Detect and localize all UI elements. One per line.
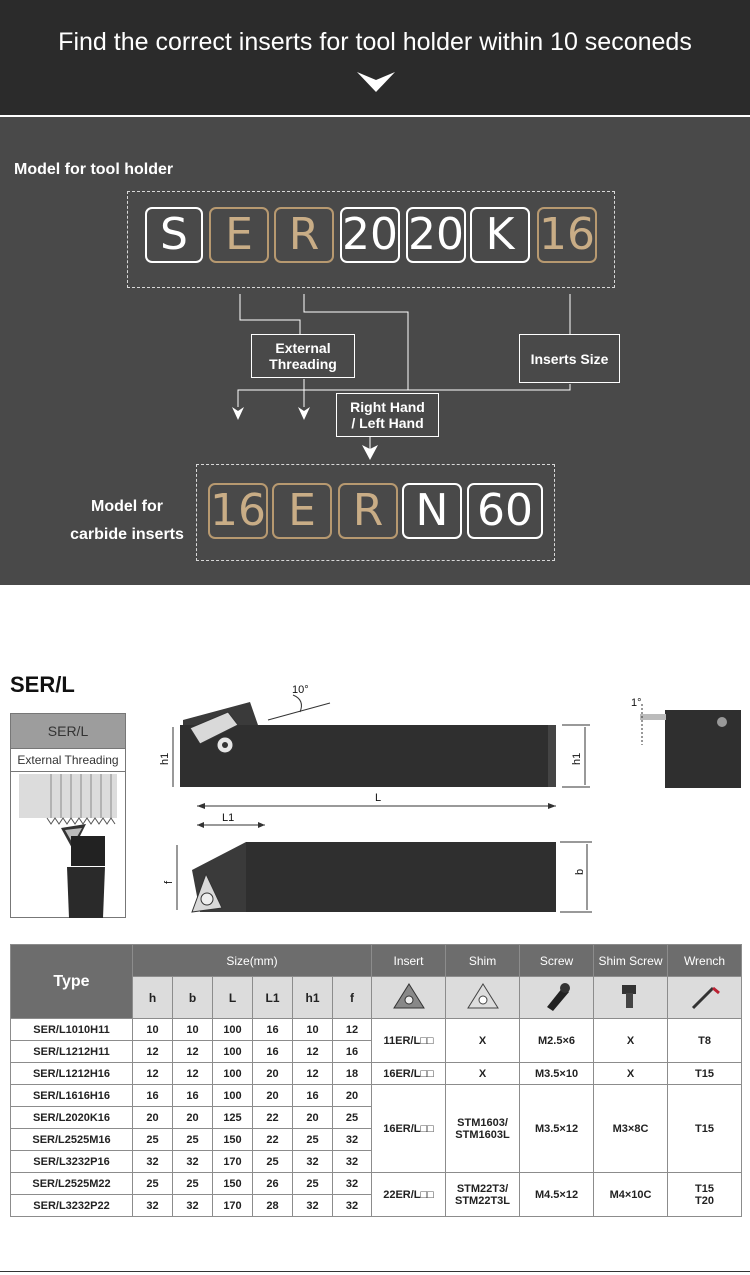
size-cell-l: 100	[213, 1085, 253, 1107]
size-cell-h: 12	[133, 1063, 173, 1085]
size-cell-l1: 22	[253, 1129, 293, 1151]
shim-cell: STM1603/ STM1603L	[446, 1085, 520, 1173]
size-cell-l1: 20	[253, 1063, 293, 1085]
type-header: Type	[11, 945, 133, 1019]
size-cell-l: 100	[213, 1019, 253, 1041]
external-threading-label: External Threading	[251, 334, 355, 378]
model-cell: SER/L1010H11	[11, 1019, 133, 1041]
h1-left-label: h1	[159, 752, 171, 765]
size-cell-h1: 10	[293, 1019, 333, 1041]
size-cell-f: 20	[333, 1085, 372, 1107]
size-cell-b: 20	[173, 1107, 213, 1129]
size-cell-b: 12	[173, 1063, 213, 1085]
holder-code-0: S	[145, 207, 203, 263]
size-cell-b: 32	[173, 1151, 213, 1173]
shim-header: Shim	[446, 945, 520, 977]
holder-code-6: 16	[537, 207, 597, 263]
angle-10-label: 10°	[292, 684, 309, 696]
size-cell-l1: 16	[253, 1041, 293, 1063]
shim-screw-cell: X	[594, 1019, 668, 1063]
insert-cell: 16ER/L□□	[372, 1085, 446, 1173]
holder-end-view	[665, 710, 741, 788]
size-cell-h: 12	[133, 1041, 173, 1063]
wrench-header: Wrench	[668, 945, 742, 977]
col-h1: h1	[293, 977, 333, 1019]
size-cell-h: 32	[133, 1151, 173, 1173]
insert_model-code-0: 16	[208, 483, 268, 539]
size-cell-h1: 12	[293, 1041, 333, 1063]
legend-header: SER/L	[11, 714, 125, 749]
size-cell-f: 32	[333, 1129, 372, 1151]
model-cell: SER/L3232P16	[11, 1151, 133, 1173]
length-label: L	[375, 792, 382, 804]
l1-label: L1	[222, 812, 235, 824]
size-cell-l1: 28	[253, 1195, 293, 1217]
size-cell-h1: 20	[293, 1107, 333, 1129]
shim-screw-header: Shim Screw	[594, 945, 668, 977]
size-cell-l1: 26	[253, 1173, 293, 1195]
size-cell-b: 25	[173, 1129, 213, 1151]
shim-screw-icon	[594, 977, 668, 1019]
size-cell-f: 16	[333, 1041, 372, 1063]
holder-code-3: 20	[340, 207, 400, 263]
size-cell-l: 150	[213, 1129, 253, 1151]
screw-cell: M3.5×12	[520, 1085, 594, 1173]
size-header: Size(mm)	[133, 945, 372, 977]
insert-cell: 16ER/L□□	[372, 1063, 446, 1085]
size-cell-l: 170	[213, 1195, 253, 1217]
screw-header: Screw	[520, 945, 594, 977]
size-cell-h1: 16	[293, 1085, 333, 1107]
shim-screw-cell: M3×8C	[594, 1085, 668, 1173]
size-cell-h: 32	[133, 1195, 173, 1217]
size-cell-l1: 22	[253, 1107, 293, 1129]
size-cell-l: 100	[213, 1063, 253, 1085]
size-cell-l: 170	[213, 1151, 253, 1173]
angle-1-label: 1°	[631, 697, 642, 709]
hand-label: Right Hand / Left Hand	[336, 393, 439, 437]
size-cell-h: 25	[133, 1129, 173, 1151]
size-cell-f: 32	[333, 1195, 372, 1217]
shim-screw-cell: X	[594, 1063, 668, 1085]
insert-cell: 11ER/L□□	[372, 1019, 446, 1063]
shim-cell: X	[446, 1063, 520, 1085]
col-b: b	[173, 977, 213, 1019]
model-cell: SER/L2020K16	[11, 1107, 133, 1129]
shim-cell: X	[446, 1019, 520, 1063]
size-cell-f: 32	[333, 1151, 372, 1173]
wrench-icon	[668, 977, 742, 1019]
size-cell-l1: 20	[253, 1085, 293, 1107]
table-row	[11, 1173, 742, 1195]
insert-header: Insert	[372, 945, 446, 977]
size-cell-l: 125	[213, 1107, 253, 1129]
size-cell-h1: 25	[293, 1173, 333, 1195]
col-f: f	[333, 977, 372, 1019]
f-label: f	[163, 880, 175, 884]
size-cell-h: 25	[133, 1173, 173, 1195]
inserts-size-label: Inserts Size	[519, 334, 620, 383]
holder-body-top	[246, 842, 556, 912]
screw-cell: M2.5×6	[520, 1019, 594, 1063]
holder-code-2: R	[274, 207, 334, 263]
shim-icon	[446, 977, 520, 1019]
insert-cell: 22ER/L□□	[372, 1173, 446, 1217]
size-cell-l1: 25	[253, 1151, 293, 1173]
screw-icon	[520, 977, 594, 1019]
size-cell-h1: 32	[293, 1195, 333, 1217]
footer-divider	[0, 1271, 750, 1272]
insert_model-code-1: E	[272, 483, 332, 539]
holder-code-5: K	[470, 207, 530, 263]
wrench-cell: T8	[668, 1019, 742, 1063]
col-h: h	[133, 977, 173, 1019]
size-cell-f: 18	[333, 1063, 372, 1085]
insert_model-code-3: N	[402, 483, 462, 539]
size-cell-h: 20	[133, 1107, 173, 1129]
holder-code-4: 20	[406, 207, 466, 263]
size-cell-h: 16	[133, 1085, 173, 1107]
screw-cell: M3.5×10	[520, 1063, 594, 1085]
size-cell-f: 12	[333, 1019, 372, 1041]
size-cell-l1: 16	[253, 1019, 293, 1041]
size-cell-h: 10	[133, 1019, 173, 1041]
col-l1: L1	[253, 977, 293, 1019]
b-label: b	[574, 868, 586, 875]
wrench-cell: T15 T20	[668, 1173, 742, 1217]
banner-title: Find the correct inserts for tool holder within 10 seconeds	[58, 28, 692, 56]
table-row	[11, 1085, 742, 1107]
shim-screw-cell: M4×10C	[594, 1173, 668, 1217]
h1-right-label: h1	[571, 752, 583, 765]
table-row	[11, 1019, 742, 1041]
holder-body-side	[180, 725, 552, 787]
legend-subtitle: External Threading	[11, 749, 125, 772]
insert_model-code-2: R	[338, 483, 398, 539]
size-cell-h1: 32	[293, 1151, 333, 1173]
col-l: L	[213, 977, 253, 1019]
model-cell: SER/L3232P22	[11, 1195, 133, 1217]
holder-model-label: Model for tool holder	[14, 161, 174, 178]
shim-cell: STM22T3/ STM22T3L	[446, 1173, 520, 1217]
size-cell-b: 12	[173, 1041, 213, 1063]
holder-code-1: E	[209, 207, 269, 263]
insert-icon	[372, 977, 446, 1019]
wrench-cell: T15	[668, 1063, 742, 1085]
size-cell-h1: 12	[293, 1063, 333, 1085]
wrench-cell: T15	[668, 1085, 742, 1173]
table-row	[11, 1063, 742, 1085]
size-cell-f: 32	[333, 1173, 372, 1195]
model-cell: SER/L1212H16	[11, 1063, 133, 1085]
size-cell-l: 100	[213, 1041, 253, 1063]
size-cell-b: 25	[173, 1173, 213, 1195]
insert-model-label: Model for carbide inserts	[70, 498, 184, 543]
size-cell-f: 25	[333, 1107, 372, 1129]
size-cell-b: 16	[173, 1085, 213, 1107]
size-cell-l: 150	[213, 1173, 253, 1195]
model-cell: SER/L1616H16	[11, 1085, 133, 1107]
size-cell-b: 10	[173, 1019, 213, 1041]
spec-table	[10, 944, 742, 1217]
model-cell: SER/L2525M22	[11, 1173, 133, 1195]
screw-cell: M4.5×12	[520, 1173, 594, 1217]
insert_model-code-4: 60	[467, 483, 543, 539]
model-cell: SER/L2525M16	[11, 1129, 133, 1151]
size-cell-b: 32	[173, 1195, 213, 1217]
model-cell: SER/L1212H11	[11, 1041, 133, 1063]
size-cell-h1: 25	[293, 1129, 333, 1151]
holder-series-title: SER/L	[10, 672, 75, 697]
